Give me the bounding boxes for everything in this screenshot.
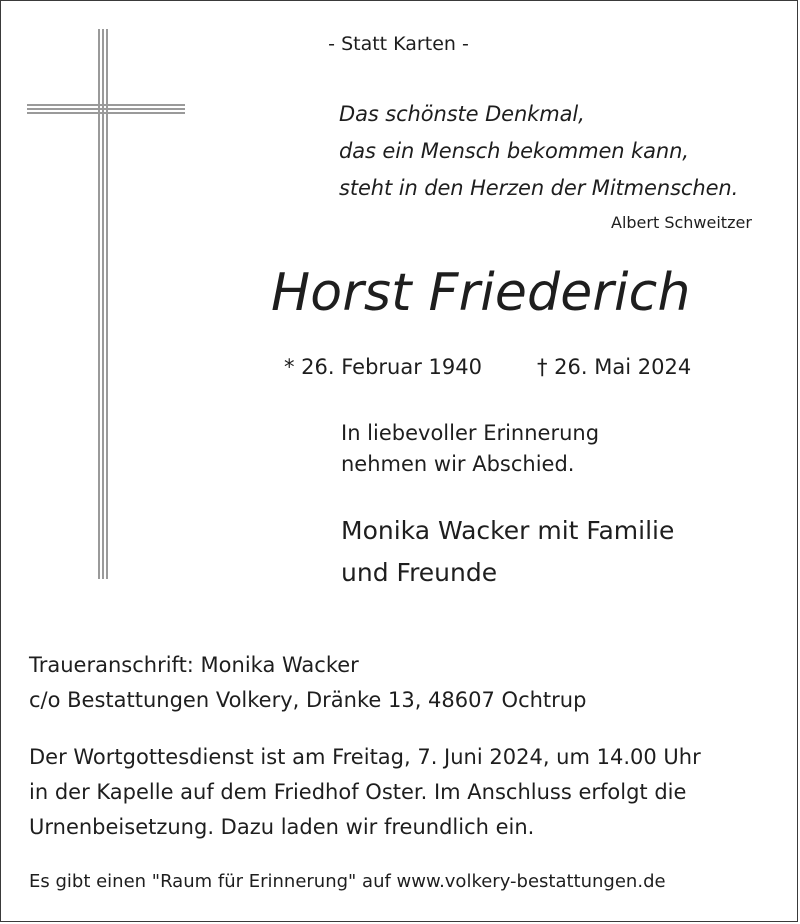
mourners	[341, 510, 674, 594]
quote-author: Albert Schweitzer	[611, 213, 752, 232]
cross-icon	[25, 27, 187, 581]
birth-date: * 26. Februar 1940	[284, 355, 482, 379]
quote	[339, 96, 738, 207]
mourners-line: Monika Wacker mit Familie	[341, 516, 675, 545]
death-date: † 26. Mai 2024	[537, 355, 692, 379]
quote-line: das ein Mensch bekommen kann,	[339, 139, 689, 163]
quote-line: steht in den Herzen der Mitmenschen.	[339, 176, 739, 200]
mourners-line: und Freunde	[341, 558, 498, 587]
farewell-line: In liebevoller Erinnerung	[341, 421, 600, 445]
address-line: c/o Bestattungen Volkery, Dränke 13, 48607 Ochtrup	[29, 688, 587, 712]
farewell-line: nehmen wir Abschied.	[341, 452, 575, 476]
mourning-address	[29, 648, 586, 718]
farewell-text	[341, 418, 599, 480]
address-line: Traueranschrift: Monika Wacker	[29, 653, 359, 677]
quote-line: Das schönste Denkmal,	[339, 102, 585, 126]
service-line: in der Kapelle auf dem Friedhof Oster. Im Anschluss erfolgt die	[29, 780, 687, 804]
service-line: Urnenbeisetzung. Dazu laden wir freundlich ein.	[29, 815, 535, 839]
deceased-name: Horst Friederich	[271, 263, 691, 323]
service-line: Der Wortgottesdienst ist am Freitag, 7. Juni 2024, um 14.00 Uhr	[29, 745, 701, 769]
memorial-website-note: Es gibt einen "Raum für Erinnerung" auf www.volkery-bestattungen.de	[29, 871, 666, 892]
service-info	[29, 740, 701, 845]
header-statt-karten: - Statt Karten -	[328, 33, 469, 55]
